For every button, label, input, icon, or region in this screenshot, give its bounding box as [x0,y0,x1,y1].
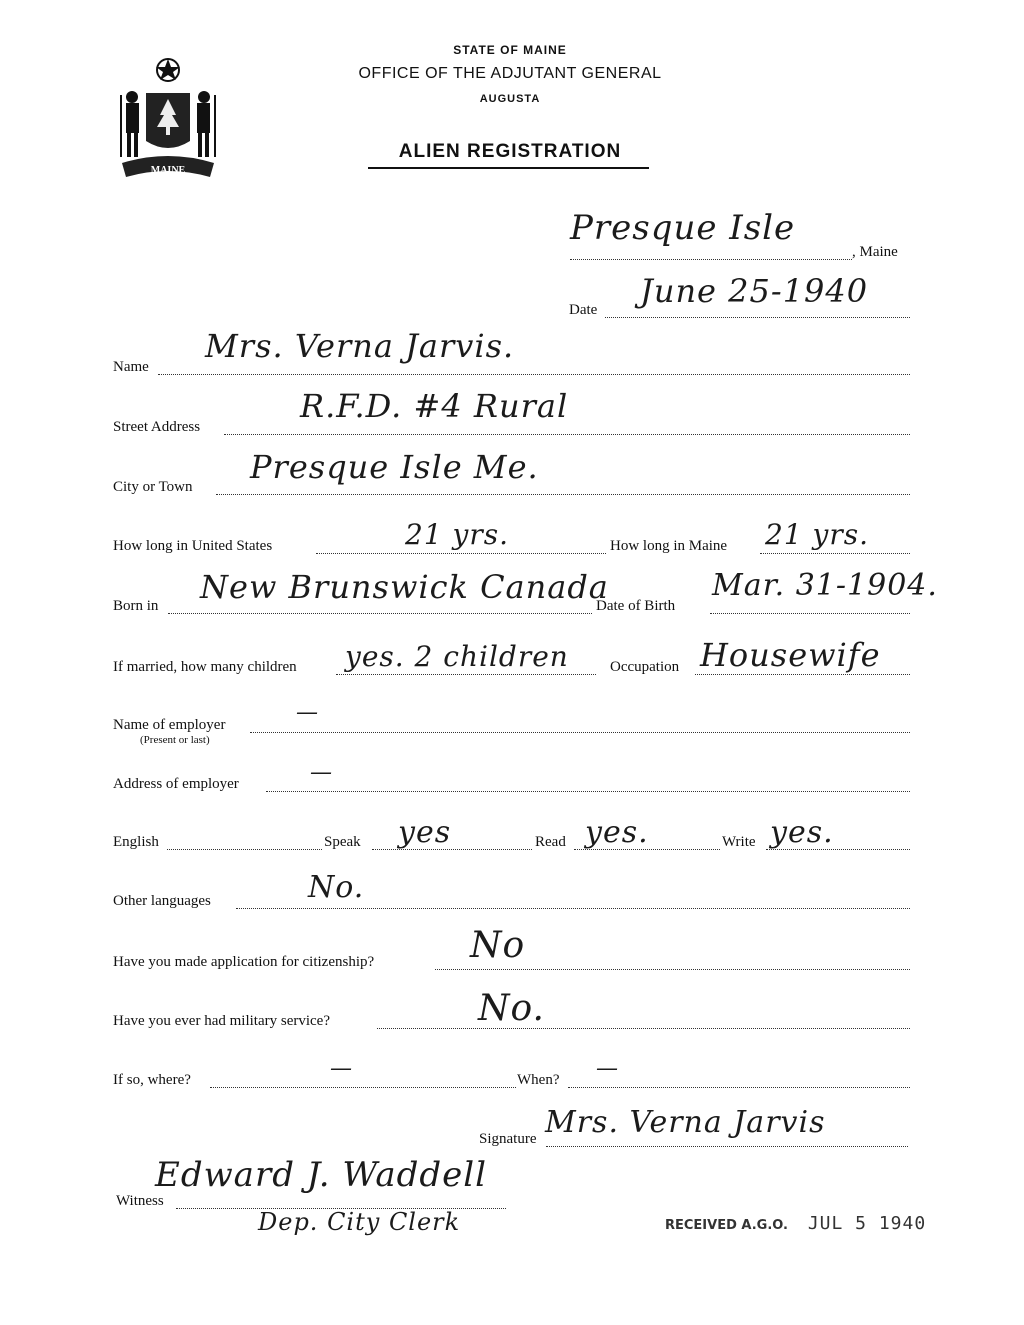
speak-value: yes [398,815,452,850]
read-label: Read [535,834,566,850]
read-value: yes. [585,815,649,850]
signature-line [546,1146,908,1147]
maine-duration-value: 21 yrs. [765,518,870,551]
born-value: New Brunswick Canada [200,568,609,606]
received-stamp-date: JUL 5 1940 [807,1213,927,1234]
maine-duration-label: How long in Maine [610,538,728,554]
form-title: ALIEN REGISTRATION [398,141,622,162]
write-label: Write [722,834,756,850]
dob-label: Date of Birth [596,598,676,614]
citizenship-line [435,969,910,970]
military-value: No. [478,988,545,1029]
other-languages-label: Other languages [113,893,211,909]
maine-duration-line [760,553,910,554]
employer-value: — [296,700,319,725]
title-underline [368,167,649,169]
office-heading: OFFICE OF THE ADJUTANT GENERAL [358,65,662,82]
city-label: City or Town [113,479,193,495]
maine-state-seal [112,55,224,187]
speak-label: Speak [324,834,361,850]
witness-label: Witness [116,1193,164,1209]
name-value: Mrs. Verna Jarvis. [205,327,515,365]
witness-signature: Edward J. Waddell [155,1155,488,1195]
us-duration-value: 21 yrs. [405,518,510,551]
svg-text:MAINE: MAINE [150,165,186,176]
us-duration-line [316,553,606,554]
children-label: If married, how many children [113,659,297,675]
date-value: June 25-1940 [640,272,869,310]
signature-label: Signature [479,1131,537,1147]
employer-address-label: Address of employer [113,776,239,792]
other-languages-line [236,908,910,909]
citizenship-label: Have you made application for citizenship? [113,954,375,970]
signature-value: Mrs. Verna Jarvis [545,1105,826,1140]
other-languages-value: No. [308,870,365,905]
speak-line [372,849,532,850]
state-heading: STATE OF MAINE [453,43,567,57]
employer-label: Name of employer [113,717,226,733]
military-label: Have you ever had military service? [113,1013,330,1029]
occupation-value: Housewife [700,636,881,674]
employer-address-line [266,791,910,792]
employer-line [250,732,910,733]
name-line [158,374,910,375]
city-line [216,494,910,495]
where-line [210,1087,516,1088]
military-line [377,1028,910,1029]
employer-address-value: — [310,760,333,785]
english-line [167,849,322,850]
children-line [336,674,596,675]
when-label: When? [517,1072,560,1088]
occupation-label: Occupation [610,659,680,675]
date-label: Date [569,302,598,318]
occupation-line [695,674,910,675]
place-line [570,259,852,260]
write-value: yes. [770,815,834,850]
name-label: Name [113,359,149,375]
us-duration-label: How long in United States [113,538,273,554]
born-line [168,613,592,614]
dob-value: Mar. 31-1904. [712,568,938,603]
place-value: Presque Isle [570,208,796,248]
when-value: — [596,1056,619,1081]
witness-title: Dep. City Clerk [258,1208,461,1236]
street-label: Street Address [113,419,201,435]
where-value: — [330,1056,353,1081]
street-value: R.F.D. #4 Rural [300,387,569,425]
received-stamp [665,1213,926,1234]
born-label: Born in [113,598,159,614]
street-line [224,434,910,435]
when-line [568,1087,910,1088]
received-stamp-text: RECEIVED A.G.O. [665,1218,788,1233]
city-value: Presque Isle Me. [250,448,539,486]
city-heading: AUGUSTA [479,93,541,105]
employer-sublabel: (Present or last) [140,734,210,746]
dob-line [710,613,910,614]
children-value: yes. 2 children [345,640,569,673]
place-suffix: , Maine [852,244,898,260]
english-label: English [113,834,159,850]
where-label: If so, where? [113,1072,191,1088]
date-line [605,317,910,318]
citizenship-value: No [470,925,526,966]
